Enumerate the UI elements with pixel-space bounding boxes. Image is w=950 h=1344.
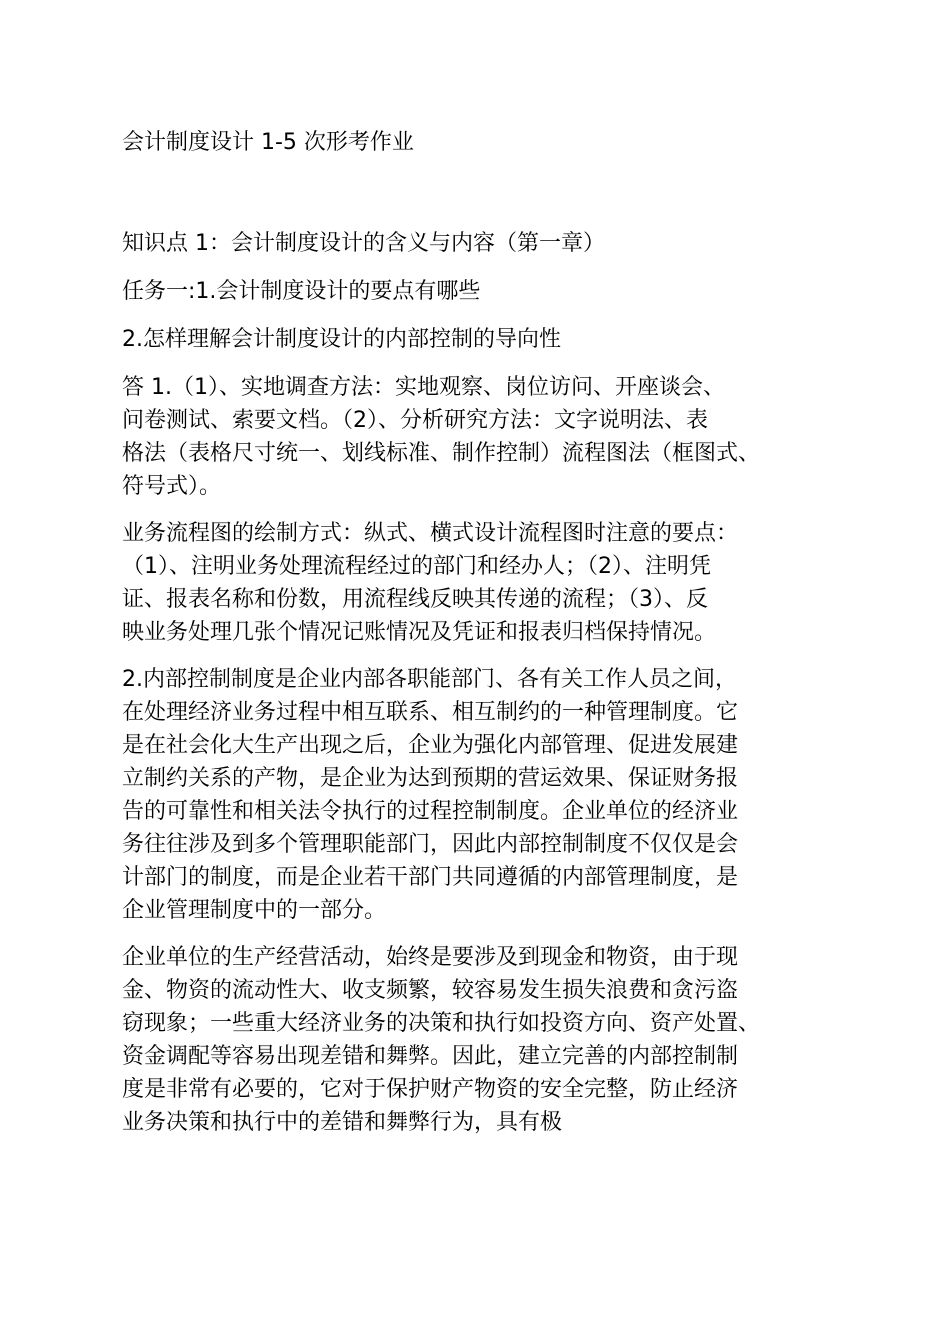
paragraph-task-one: [122, 275, 837, 308]
paragraph-line: 格法（表格尺寸统一、划线标准、制作控制）流程图法（框图式、: [122, 441, 761, 466]
paragraph-internal-control: [122, 663, 837, 927]
paragraph-line: 企业单位的生产经营活动，始终是要涉及到现金和物资，由于现: [122, 945, 739, 970]
paragraph-line: 业务流程图的绘制方式：纵式、横式设计流程图时注意的要点：: [122, 521, 739, 546]
paragraph-line: 是在社会化大生产出现之后，企业为强化内部管理、促进发展建: [122, 733, 739, 758]
paragraph-line: 资金调配等容易出现差错和舞弊。因此，建立完善的内部控制制: [122, 1044, 739, 1069]
paragraph-line: 立制约关系的产物，是企业为达到预期的营运效果、保证财务报: [122, 766, 739, 791]
paragraph-line: 符号式）。: [122, 474, 222, 499]
paragraph-line: 2.怎样理解会计制度设计的内部控制的导向性: [122, 327, 561, 352]
paragraph-line: 任务一:1.会计制度设计的要点有哪些: [122, 279, 481, 304]
paragraph-line: 知识点 1：会计制度设计的含义与内容（第一章）: [122, 231, 605, 256]
paragraph-line: 业务决策和执行中的差错和舞弊行为，具有极: [122, 1110, 563, 1135]
paragraph-line: 度是非常有必要的，它对于保护财产物资的安全完整，防止经济: [122, 1077, 739, 1102]
paragraph-line: 问卷测试、索要文档。（2）、分析研究方法：文字说明法、表: [122, 408, 708, 433]
paragraph-line: 窃现象；一些重大经济业务的决策和执行如投资方向、资产处置、: [122, 1011, 761, 1036]
paragraph-line: 企业管理制度中的一部分。: [122, 898, 387, 923]
paragraph-line: 在处理经济业务过程中相互联系、相互制约的一种管理制度。它: [122, 700, 739, 725]
paragraph-line: （1）、注明业务处理流程经过的部门和经办人；（2）、注明凭: [122, 554, 711, 579]
paragraph-line: 证、报表名称和份数，用流程线反映其传递的流程；（3）、反: [122, 587, 708, 612]
paragraph-line: 答 1.（1）、实地调查方法：实地观察、岗位访问、开座谈会、: [122, 375, 725, 400]
paragraph-line: 务往往涉及到多个管理职能部门，因此内部控制制度不仅仅是会: [122, 832, 739, 857]
paragraph-answer-one: [122, 371, 837, 503]
document-body: [122, 126, 837, 1153]
paragraph-line: 告的可靠性和相关法令执行的过程控制制度。企业单位的经济业: [122, 799, 739, 824]
document-title: 会计制度设计 1-5 次形考作业: [122, 130, 414, 155]
paragraph-question-two: [122, 323, 837, 356]
paragraph-flowchart: [122, 517, 837, 649]
paragraph-line: 计部门的制度，而是企业若干部门共同遵循的内部管理制度，是: [122, 865, 739, 890]
paragraph-knowledge-point: [122, 227, 837, 260]
paragraph-line: 2.内部控制制度是企业内部各职能部门、各有关工作人员之间，: [122, 667, 737, 692]
paragraph-business-activities: [122, 941, 837, 1139]
paragraph-line: 金、物资的流动性大、收支频繁，较容易发生损失浪费和贪污盗: [122, 978, 739, 1003]
paragraph-line: 映业务处理几张个情况记账情况及凭证和报表归档保持情况。: [122, 620, 717, 645]
